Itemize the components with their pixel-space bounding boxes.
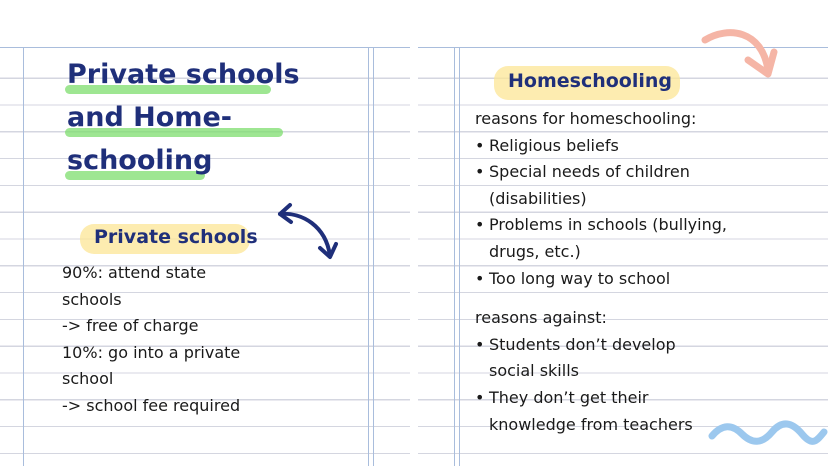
bullet: • <box>475 387 485 407</box>
page-title <box>67 53 300 182</box>
private-schools-notes <box>62 260 240 420</box>
title-line-3: schooling <box>67 145 213 176</box>
list-item: • They don’t get their knowledge from teachers <box>475 385 727 438</box>
note-line: -> school fee required <box>62 395 241 415</box>
bullet: • <box>475 334 485 354</box>
note-line: school <box>62 369 114 389</box>
list-item: • Problems in schools (bullying, drugs, etc.) <box>475 212 727 265</box>
note-line: 10%: go into a private <box>62 342 241 362</box>
list-item: • Special needs of children (disabilities) <box>475 159 727 212</box>
reasons-for-label: reasons for homeschooling: <box>475 109 697 128</box>
reasons-against-label: reasons against: <box>475 308 607 328</box>
wave-squiggle-icon <box>708 418 826 448</box>
double-curved-arrow-icon <box>272 200 344 266</box>
right-page-left-margin-a <box>454 47 455 466</box>
homeschooling-notes <box>475 106 727 438</box>
note-line: schools <box>62 289 122 309</box>
list-item: • Students don’t develop social skills <box>475 332 727 385</box>
note-line: -> free of charge <box>62 316 199 336</box>
left-page-left-margin <box>23 47 24 466</box>
curved-arrow-icon <box>700 26 780 82</box>
title-line-1: Private schools <box>67 59 300 90</box>
bullet: • <box>475 215 485 235</box>
private-schools-heading: Private schools <box>94 226 258 248</box>
bullet: • <box>475 162 485 182</box>
title-line-2: and Home- <box>67 102 232 133</box>
note-line: 90%: attend state <box>62 263 207 282</box>
left-page-right-margin-a <box>368 47 369 466</box>
list-item: • Too long way to school <box>475 266 727 293</box>
left-page-right-margin-b <box>373 47 374 466</box>
right-page-left-margin-b <box>459 47 460 466</box>
bullet: • <box>475 135 485 155</box>
list-item: • Religious beliefs <box>475 133 727 160</box>
homeschooling-heading: Homeschooling <box>508 70 672 92</box>
bullet: • <box>475 268 485 288</box>
